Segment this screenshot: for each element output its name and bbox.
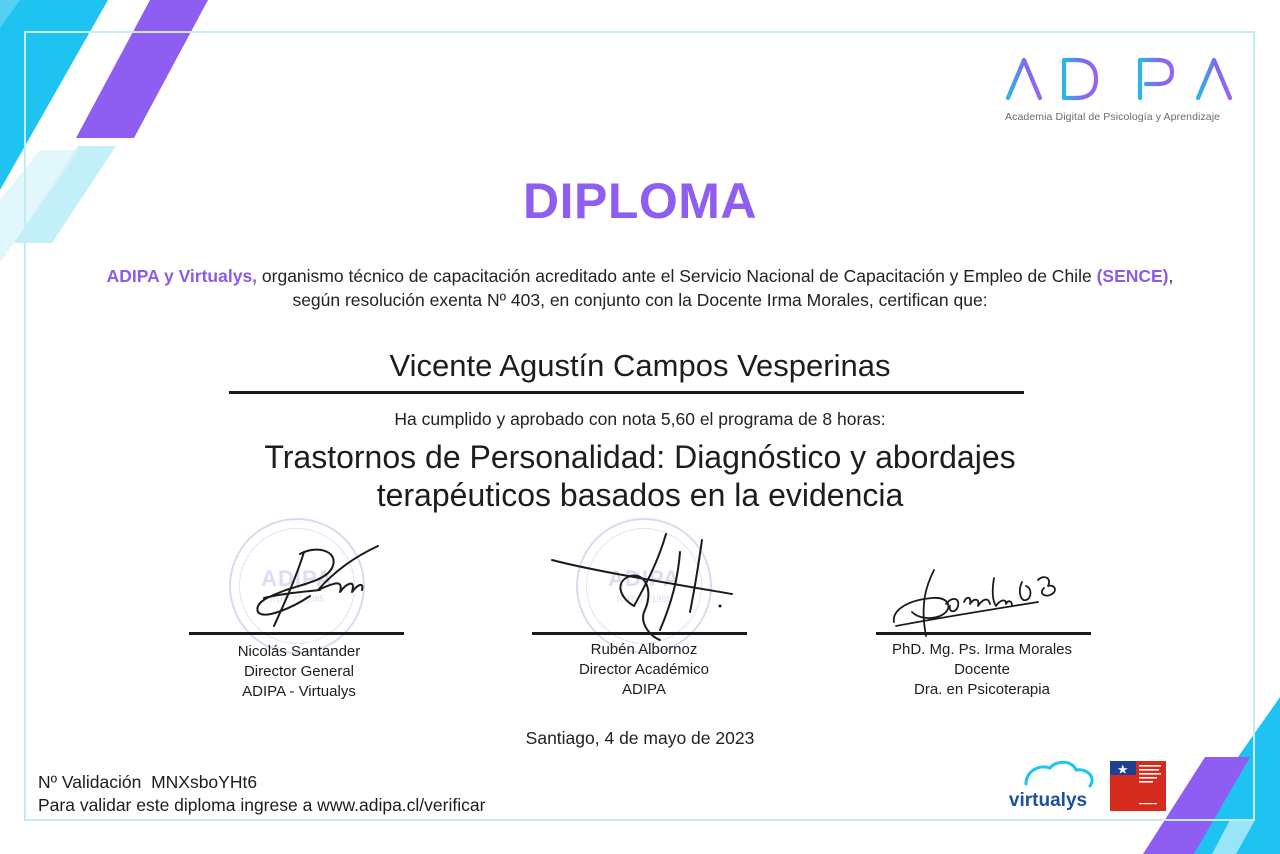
signatory-role: Docente [954, 661, 1010, 678]
validation-block [38, 771, 485, 817]
seal-rut: RUT: 77.1985 [269, 594, 325, 604]
result-statement: Ha cumplido y aprobado con nota 5,60 el programa de 8 horas: [394, 409, 886, 429]
validation-url-text: Para validar este diploma ingrese a www.adipa.cl/verificar [38, 795, 486, 815]
issue-date: Santiago, 4 de mayo de 2023 [525, 728, 755, 748]
signatory-role: Director Académico [578, 661, 710, 678]
intro-text-2: , según resolución exenta Nº 403, en conjunto con la Docente Irma Morales, certifican que: [292, 266, 1174, 310]
seal-rut: RUT: 77.1985 [616, 594, 672, 604]
seal-text: ADIPA [608, 566, 680, 591]
signatory-1 [169, 642, 429, 702]
org-highlight: ADIPA y Virtualys, [106, 266, 258, 286]
validation-code: Nº Validación MNXsboYHt6 [38, 772, 258, 792]
signatory-org: ADIPA - Virtualys [242, 683, 356, 700]
signatory-role: Director General [243, 663, 355, 680]
diploma-title: DIPLOMA [522, 173, 758, 229]
signature-line-2 [532, 632, 747, 635]
student-name-underline [229, 391, 1024, 394]
sence-highlight: (SENCE) [1096, 266, 1169, 286]
virtualys-logo [996, 760, 1100, 816]
certification-statement [100, 264, 1180, 312]
student-name: Vicente Agustín Campos Vesperinas [389, 348, 891, 383]
course-title: Trastornos de Personalidad: Diagnóstico y abordajes terapéuticos basados en la evidencia [264, 439, 1016, 513]
signatory-name: Nicolás Santander [237, 643, 361, 660]
signatory-name: Rubén Albornoz [590, 641, 698, 658]
signatory-org: ADIPA [622, 681, 666, 698]
ministerio-trabajo-logo [1110, 761, 1166, 811]
intro-text-1: organismo técnico de capacitación acreditado ante el Servicio Nacional de Capacitación y Empleo de Chile [257, 266, 1097, 286]
signatory-2 [514, 640, 774, 700]
virtualys-wordmark: virtualys [1008, 790, 1088, 811]
seal-text: ADIPA [261, 566, 333, 591]
signatory-3 [852, 640, 1112, 700]
signatory-org: Dra. en Psicoterapia [914, 681, 1050, 698]
signature-line-1 [189, 632, 404, 635]
signatory-name: PhD. Mg. Ps. Irma Morales [891, 641, 1073, 658]
logo-tagline: Academia Digital de Psicología y Aprendizaje [1005, 111, 1221, 123]
signature-line-3 [876, 632, 1091, 635]
